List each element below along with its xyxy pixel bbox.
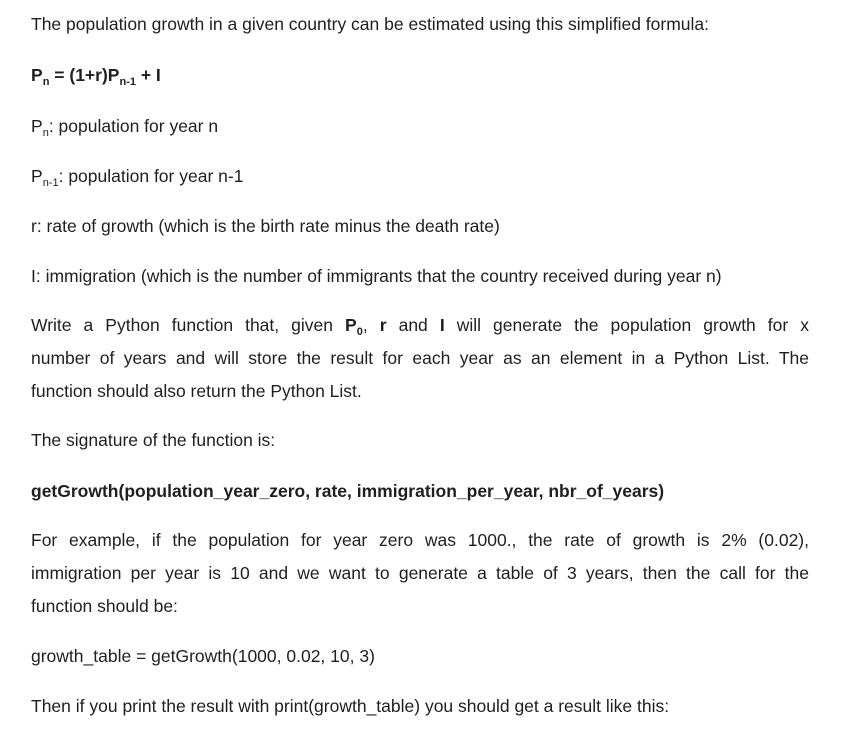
definition-text: : population for year n-1 (58, 166, 244, 186)
growth-formula (31, 65, 161, 88)
signature-intro: The signature of the function is: (31, 430, 276, 450)
task-comma: , (362, 315, 368, 335)
example-line-3: function should be: (31, 596, 178, 616)
r-symbol: r (379, 315, 387, 335)
p0-subscript: 0 (356, 326, 363, 338)
definition-symbol: P (31, 166, 43, 186)
task-and: and (386, 315, 440, 335)
formula-tail: + I (135, 65, 161, 85)
definition-symbol: P (31, 116, 43, 136)
formula-middle: = (1+r)P (49, 65, 120, 85)
function-signature: getGrowth(population_year_zero, rate, immigration_per_year, nbr_of_years) (31, 481, 665, 501)
intro-text: The population growth in a given country can be estimated using this simplified formula: (31, 14, 710, 34)
example-paragraph (31, 524, 809, 623)
outro-text: Then if you print the result with print(growth_table) you should get a result like this: (31, 696, 670, 716)
definition-subscript: n (42, 127, 49, 139)
task-line-1 (31, 309, 809, 342)
task-line-2: number of years and will store the result for each year as an element in a Python List. The (31, 348, 809, 368)
task-line-3: function should also return the Python List. (31, 381, 362, 401)
definition-pn (31, 116, 219, 139)
definition-pn-1 (31, 166, 244, 189)
task-text-end: will generate the population growth for x (444, 315, 809, 335)
p0-letter: P (345, 315, 357, 335)
definition-subscript: n-1 (42, 177, 59, 189)
definition-rate: r: rate of growth (which is the birth rate minus the death rate) (31, 216, 500, 236)
example-line-1: For example, if the population for year zero was 1000., the rate of growth is 2% (0.02), (31, 530, 809, 550)
formula-lhs-subscript: n (42, 76, 50, 88)
definition-immigration: I: immigration (which is the number of immigrants that the country received during year n) (31, 266, 722, 286)
formula-rhs-subscript: n-1 (119, 76, 136, 88)
p0-symbol (345, 315, 363, 338)
example-line-2: immigration per year is 10 and we want to generate a table of 3 years, then the call for the (31, 563, 809, 583)
task-text: Write a Python function that, given (31, 315, 346, 335)
formula-lhs: P (31, 65, 43, 85)
definition-text: : population for year n (48, 116, 219, 136)
task-paragraph (31, 309, 809, 408)
example-call: growth_table = getGrowth(1000, 0.02, 10, 3) (31, 646, 375, 666)
i-symbol: I (439, 315, 445, 335)
